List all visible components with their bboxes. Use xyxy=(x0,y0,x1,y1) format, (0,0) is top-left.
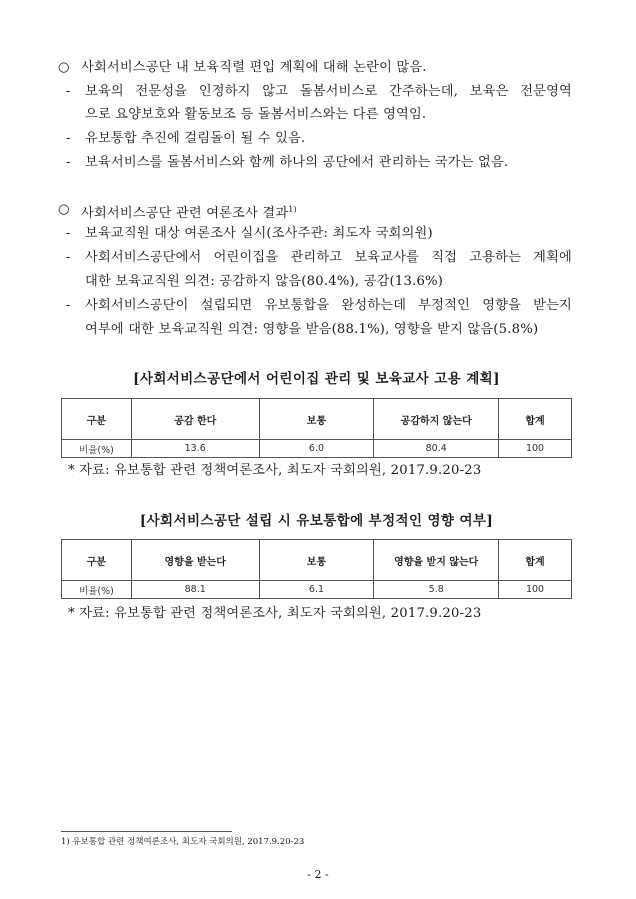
bullet-text: 보육교직원 대상 여론조사 실시(조사주관: 최도자 국회의원) xyxy=(85,226,433,241)
header-cell: 영향을 받는다 xyxy=(131,540,259,581)
bullet-text: 사회서비스공단에서 어린이집을 관리하고 보육교사를 직접 고용하는 계획에 xyxy=(85,250,572,265)
dash-bullet: - xyxy=(66,250,71,265)
bullet-text-cont: 대한 보육교직원 의견: 공감하지 않음(80.4%), 공감(13.6%) xyxy=(85,274,444,289)
cell-value: 6.1 xyxy=(259,581,374,599)
header-cell: 합계 xyxy=(499,399,572,440)
cell-value: 100 xyxy=(499,581,572,599)
header-cell: 보통 xyxy=(259,399,374,440)
cell-value: 5.8 xyxy=(374,581,499,599)
table-header-row xyxy=(62,399,572,440)
header-cell: 영향을 받지 않는다 xyxy=(374,540,499,581)
dash-bullet: - xyxy=(66,84,71,99)
footnote-ref[interactable]: 1) xyxy=(288,205,297,214)
bullet-text: 유보통합 추진에 걸림돌이 될 수 있음. xyxy=(85,131,306,146)
bullet-text: 보육서비스를 돌봄서비스와 함께 하나의 공단에서 관리하는 국가는 없음. xyxy=(85,155,509,170)
page-number: - 2 - xyxy=(307,868,329,881)
circle-bullet-icon: ○ xyxy=(58,202,70,217)
dash-bullet: - xyxy=(66,155,71,170)
table-1 xyxy=(61,398,572,458)
table-1-caption: [사회서비스공단에서 어린이집 관리 및 보육교사 고용 계획] xyxy=(133,371,500,387)
header-cell: 공감하지 않는다 xyxy=(374,399,499,440)
table-1-source: * 자료: 유보통합 관련 정책여론조사, 최도자 국회의원, 2017.9.20-23 xyxy=(68,463,482,478)
cell-value: 80.4 xyxy=(374,440,499,458)
row-label: 비율(%) xyxy=(62,581,132,599)
cell-value: 100 xyxy=(499,440,572,458)
row-label: 비율(%) xyxy=(62,440,132,458)
table-header-row xyxy=(62,540,572,581)
section-heading: 사회서비스공단 내 보육직렬 편입 계획에 대해 논란이 많음. xyxy=(81,60,427,75)
cell-value: 6.0 xyxy=(259,440,374,458)
cell-value: 13.6 xyxy=(131,440,259,458)
header-cell: 보통 xyxy=(259,540,374,581)
dash-bullet: - xyxy=(66,131,71,146)
header-cell: 공감 한다 xyxy=(131,399,259,440)
table-row xyxy=(62,581,572,599)
table-2-caption: [사회서비스공단 설립 시 유보통합에 부정적인 영향 여부] xyxy=(139,513,494,529)
header-cell: 합계 xyxy=(499,540,572,581)
cell-value: 88.1 xyxy=(131,581,259,599)
section-heading-text: 사회서비스공단 관련 여론조사 결과 xyxy=(81,206,289,221)
header-cell: 구분 xyxy=(62,540,132,581)
header-cell: 구분 xyxy=(62,399,132,440)
table-2-source: * 자료: 유보통합 관련 정책여론조사, 최도자 국회의원, 2017.9.20-23 xyxy=(68,606,482,621)
bullet-text: 사회서비스공단이 설립되면 유보통합을 완성하는데 부정적인 영향을 받는지 xyxy=(85,298,572,313)
table-2 xyxy=(61,539,572,599)
footnote-divider xyxy=(61,831,232,832)
circle-bullet-icon: ○ xyxy=(58,60,70,75)
section-heading xyxy=(81,201,297,223)
bullet-text-cont: 여부에 대한 보육교직원 의견: 영향을 받음(88.1%), 영향을 받지 않음(5.8%) xyxy=(85,322,539,337)
dash-bullet: - xyxy=(66,298,71,313)
bullet-text-cont: 으로 요양보호와 활동보조 등 돌봄서비스와는 다른 영역임. xyxy=(85,107,427,122)
footnote: 1) 유보통합 관련 정책여론조사, 최도자 국회의원, 2017.9.20-23 xyxy=(61,837,305,847)
table-row xyxy=(62,440,572,458)
dash-bullet: - xyxy=(66,226,71,241)
bullet-text: 보육의 전문성을 인정하지 않고 돌봄서비스로 간주하는데, 보육은 전문영역 xyxy=(85,84,572,99)
